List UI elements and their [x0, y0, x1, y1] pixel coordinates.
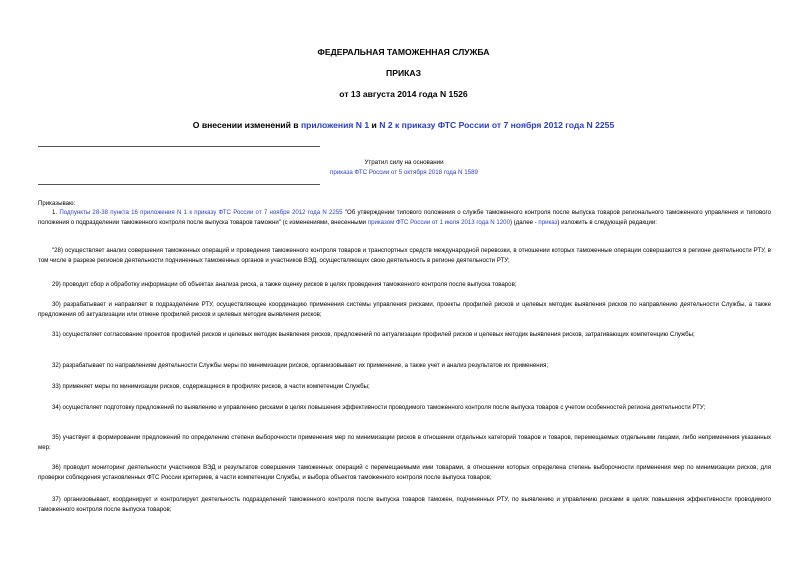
- item-1-num: 1.: [52, 209, 60, 216]
- paragraph-34: [38, 403, 771, 413]
- paragraph-36-text: 36) проводит мониторинг деятельности участников ВЭД и результатов совершения таможенных операций с перемещаемыми ими товарами, в отношении которых определена степень выборочности применения мер по минимизации рисков, для проверки соблюдения установленных ФТС России критериев, в части компетенции Службы, и выбора объектов таможенного контроля после выпуска товаров;: [38, 464, 771, 481]
- paragraph-31-text: 31) осуществляет согласование проектов профилей рисков и целевых методик выявления рисков, предложений по актуализации профилей рисков и целевых методик выявления рисков, затрагивающих компетенцию Службы;: [52, 331, 695, 338]
- agency-heading: ФЕДЕРАЛЬНАЯ ТАМОЖЕННАЯ СЛУЖБА: [317, 47, 490, 57]
- item-1-link-order[interactable]: приказ: [538, 219, 558, 226]
- bottom-divider: [38, 184, 320, 185]
- paragraph-33: [38, 382, 771, 392]
- doc-type-heading: ПРИКАЗ: [386, 68, 421, 78]
- top-divider: [38, 146, 320, 147]
- paragraph-32-text: 32) разрабатывает по направлениям деятельности Службы меры по минимизации рисков, организовывает их применение, а также учет и анализ результатов их применения;: [52, 362, 549, 369]
- paragraph-37: [38, 495, 771, 515]
- invalidation-link[interactable]: приказа ФТС России от 5 октября 2018 года N 1589: [330, 169, 478, 176]
- date-heading: от 13 августа 2014 года N 1526: [339, 89, 468, 99]
- paragraph-35: [38, 433, 771, 453]
- paragraph-30-text: 30) разрабатывает и направляет в подразделение РТУ, осуществляющее координацию применения системы управления рисками, проекты профилей рисков и целевых методик выявления рисков по направлению деятельности Службы, а также предложения об актуализации или отмене профилей рисков и целевых методик выявления рисков;: [38, 301, 771, 318]
- paragraph-31: [38, 330, 771, 340]
- paragraph-29: [38, 280, 771, 290]
- invalidation-text: Утратил силу на основании: [364, 159, 444, 166]
- paragraph-28: [38, 246, 771, 266]
- item-1-text-b: "Об утверждении типового положения о службе таможенного контроля после выпуска товаров регионального таможенного управления и типового положения о подразделении таможенного контроля после выпуска товаров таможни" (с изменениями, внесенными: [38, 209, 771, 226]
- item-1-text-f: ) изложить в следующей редакции:: [557, 219, 657, 226]
- item-1-link-subpoints[interactable]: Подпункты 28-38 пункта 16 приложения N 1 к приказу ФТС России от 7 ноября 2012 года N 2255: [59, 209, 343, 216]
- title-link-appendix-1[interactable]: приложения N 1: [300, 120, 370, 130]
- document-title: [0, 120, 807, 130]
- paragraph-30: [38, 300, 771, 320]
- prikazyvayu-label: Приказываю:: [38, 200, 76, 207]
- title-link-appendix-2[interactable]: N 2 к приказу ФТС России от 7 ноября 2012 года N 2255: [379, 120, 615, 130]
- title-prefix: О внесении изменений в: [192, 120, 301, 130]
- paragraph-35-text: 35) участвует в формировании предложений по определению степени выборочности применения мер по минимизации рисков в отношении отдельных категорий товаров и товаров, перемещаемых отдельными лицами, либо неприменения указанных мер;: [38, 434, 771, 451]
- paragraph-37-text: 37) организовывает, координирует и контролирует деятельность подразделений таможенного контроля после выпуска товаров таможен, подчиненных РТУ, по выявлению и управлению рисками в целях повышения эффективности проводимого таможенного контроля после выпуска товаров;: [38, 496, 771, 513]
- paragraph-32: [38, 361, 771, 371]
- invalidation-notice: [244, 158, 564, 178]
- paragraph-29-text: 29) проводит сбор и обработку информации об объектах анализа риска, а также оценку рисков в целях проведения таможенного контроля после выпуска товаров;: [52, 281, 517, 288]
- paragraph-36: [38, 463, 771, 483]
- paragraph-28-text: "28) осуществляет анализ совершения таможенных операций и проведения таможенного контроля товаров и транспортных средств международной перевозки, в отношении которых таможенные операции совершаются в регионе деятельности РТУ, в том числе в разрезе регионов деятельности подчиненных таможенных органов и участников ВЭД, осуществляющих свою деятельность в регионе деятельности РТУ;: [38, 247, 771, 264]
- paragraph-33-text: 33) применяет меры по минимизации рисков, содержащиеся в профилях рисков, в части компетенции Службы;: [52, 383, 370, 390]
- item-1-link-order-1200[interactable]: приказом ФТС России от 1 июля 2013 года N 1200: [367, 219, 510, 226]
- item-1: [38, 208, 771, 228]
- item-1-text-d: ) (далее -: [509, 219, 539, 226]
- title-and: и: [369, 120, 380, 130]
- paragraph-34-text: 34) осуществляет подготовку предложений по выявлению и управлению рисками в целях повышения эффективности проводимого таможенного контроля после выпуска товаров с учетом особенностей региона деятельности РТУ;: [52, 404, 706, 411]
